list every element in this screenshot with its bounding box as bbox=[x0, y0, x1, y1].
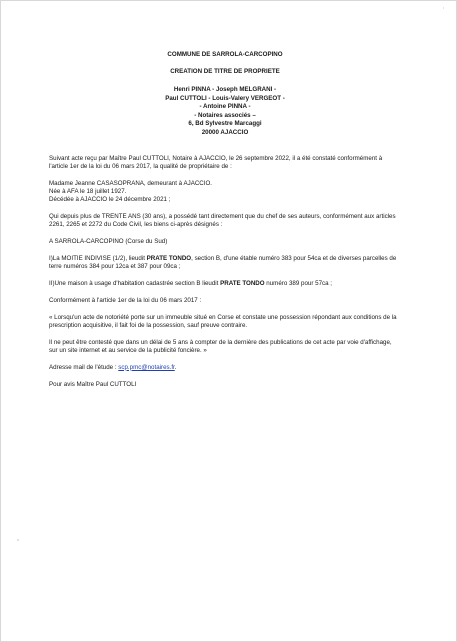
notaries-address: 6, Bd Sylvestre Marcaggi bbox=[188, 120, 262, 128]
notaries-line: - Notaires associés – bbox=[194, 111, 256, 119]
notaries-line: Paul CUTTOLI - Louis-Valery VERGEOT - bbox=[165, 94, 285, 102]
owner-name: Madame Jeanne CASASOPRANA, demeurant à AJACCIO. bbox=[49, 179, 213, 187]
property-item-1 bbox=[49, 255, 401, 271]
lieudit-name: PRATE TONDO bbox=[146, 254, 192, 262]
property-item-1-details: , section B, d'une étable numéro 383 pour 54ca et de diverses parcelles de terre numéros 384 pour 12ca et 387 pour 09ca ; bbox=[49, 254, 397, 270]
notaries-line: - Antoine PINNA - bbox=[199, 103, 251, 111]
law-quote: « Lorsqu'un acte de notoriété porte sur un immeuble situé en Corse et constate une possession répondant aux conditions de la prescription acquisitive, il fait foi de la possession, sauf preuve contraire. bbox=[49, 313, 397, 329]
scan-speck bbox=[443, 7, 444, 9]
email-link[interactable]: scp.pmc@notaires.fr bbox=[118, 363, 175, 371]
owner-block bbox=[49, 180, 401, 204]
location-line: A SARROLA-CARCOPINO (Corse du Sud) bbox=[49, 237, 168, 245]
contest-paragraph: Il ne peut être contesté que dans un délai de 5 ans à compter de la dernière des publications de cet acte par voie d'affichage, sur un site internet et au service de la publicité foncière. » bbox=[49, 338, 392, 354]
email-line bbox=[49, 364, 401, 372]
intro-paragraph: Suivant acte reçu par Maître Paul CUTTOLI, Notaire à AJACCIO, le 26 septembre 2022, il a été constaté conformément à l'article 1er de la loi du 06 mars 2017, la qualité de propriétaire de : bbox=[49, 154, 383, 170]
property-item-2 bbox=[49, 280, 401, 288]
property-item-2-text: II)Une maison à usage d'habitation cadastrée section B lieudit bbox=[49, 279, 221, 287]
document-content bbox=[49, 51, 401, 389]
notaries-line: Henri PINNA - Joseph MELGRANI - bbox=[173, 86, 277, 93]
notaries-block bbox=[49, 86, 401, 138]
scan-speck bbox=[17, 539, 19, 541]
property-item-1-text: I)La MOITIE INDIVISE (1/2), lieudit bbox=[49, 254, 147, 262]
email-label: Adresse mail de l'étude : bbox=[49, 363, 119, 371]
property-item-2-details: numéro 389 pour 57ca ; bbox=[264, 279, 332, 287]
lieudit-name: PRATE TONDO bbox=[220, 279, 265, 287]
owner-death: Décédée à AJACCIO le 24 décembre 2021 ; bbox=[49, 195, 171, 203]
signature-line: Pour avis Maître Paul CUTTOLI bbox=[49, 380, 137, 388]
possession-paragraph: Qui depuis plus de TRENTE ANS (30 ans), a possédé tant directement que du chef de ses auteurs, conformément aux articles 2261, 2265 et 2272 du Code Civil, les biens ci-après désignés : bbox=[49, 212, 396, 228]
law-reference: Conformément à l'article 1er de la loi du 06 mars 2017 : bbox=[49, 296, 202, 304]
owner-birth: Née à AFA le 18 juillet 1927. bbox=[49, 187, 127, 195]
notaries-city: 20000 AJACCIO bbox=[201, 128, 249, 136]
email-end: . bbox=[174, 363, 177, 371]
document-title: CREATION DE TITRE DE PROPRIETE bbox=[170, 68, 280, 75]
commune-heading: COMMUNE DE SARROLA-CARCOPINO bbox=[167, 51, 283, 58]
